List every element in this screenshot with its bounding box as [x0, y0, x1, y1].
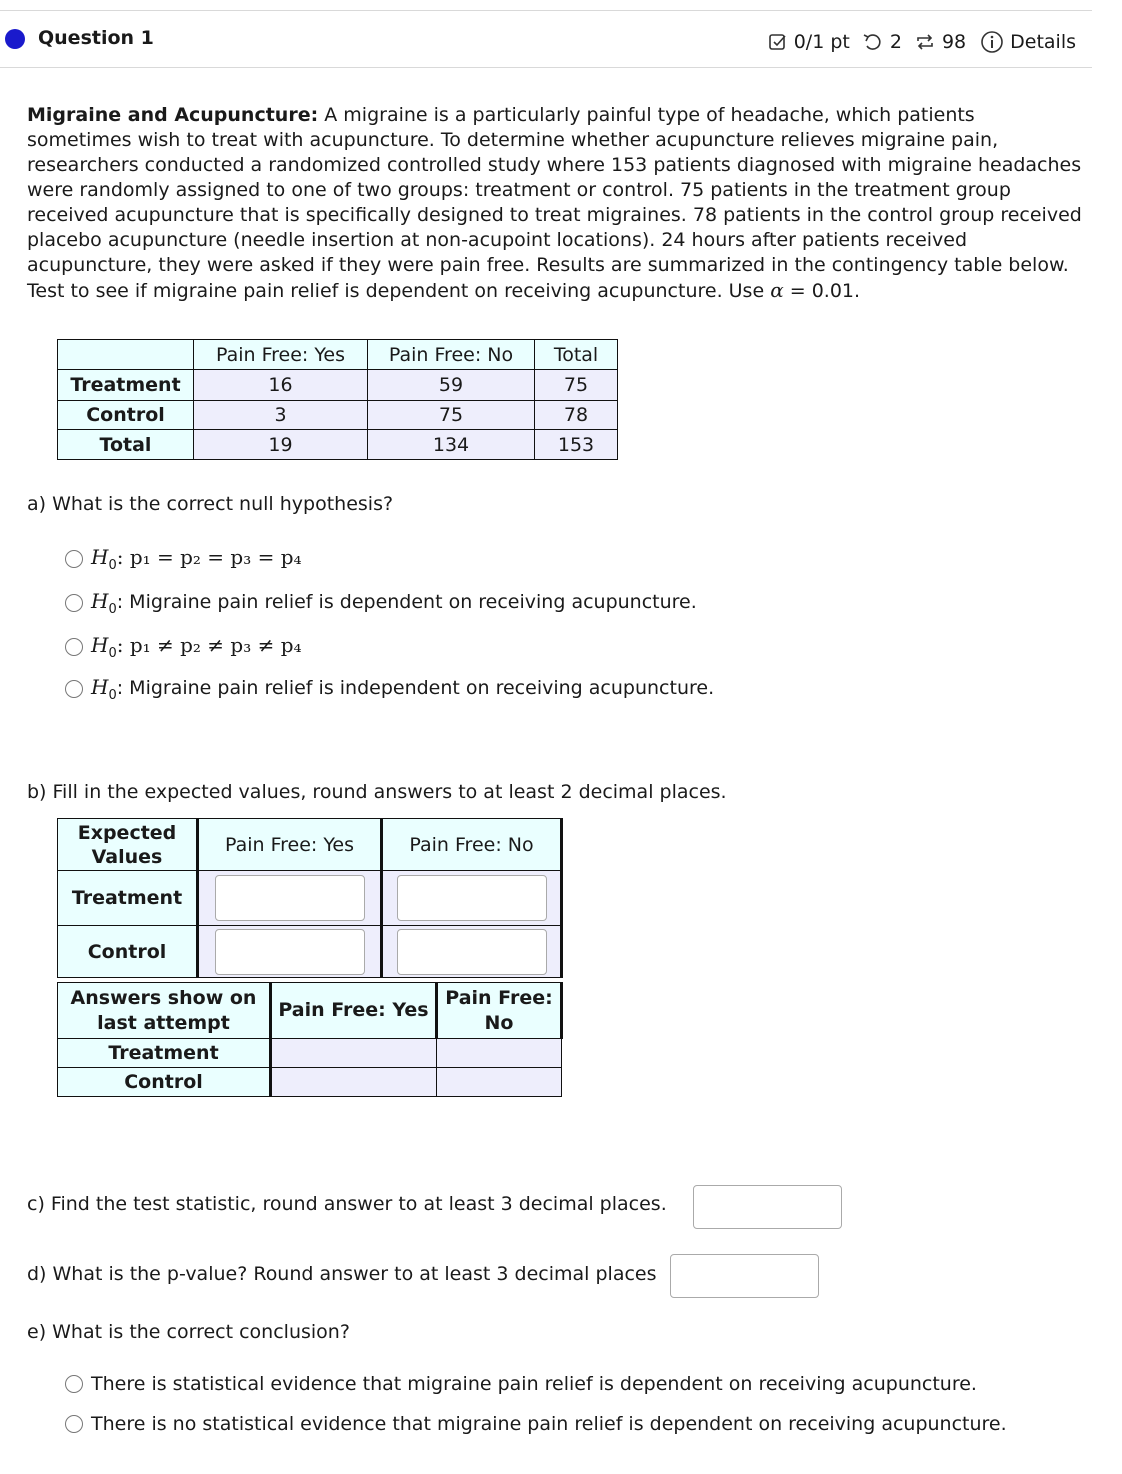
hypothesis-option-1[interactable] [65, 545, 302, 573]
radio-button[interactable] [65, 1415, 83, 1433]
h0-subscript: 0 [108, 601, 117, 617]
row-label: Treatment [58, 871, 198, 926]
table-cell: 3 [194, 401, 368, 430]
option-text: There is no statistical evidence that migraine pain relief is dependent on receiving acupuncture. [91, 1413, 1007, 1435]
option-text: : Migraine pain relief is independent on receiving acupuncture. [116, 677, 715, 699]
h0-symbol: H [91, 589, 109, 613]
part-d-question: d) What is the p-value? Round answer to at least 3 decimal places [27, 1263, 657, 1285]
repeat-icon [914, 32, 936, 52]
table-cell: 75 [535, 370, 618, 401]
h0-subscript: 0 [108, 687, 117, 703]
radio-button[interactable] [65, 550, 83, 568]
row-label: Control [58, 1068, 271, 1097]
table-row [58, 871, 562, 926]
answers-table [57, 982, 563, 1097]
attempts-count: 98 [941, 31, 967, 53]
table-cell: 153 [535, 430, 618, 460]
option-text: There is statistical evidence that migraine pain relief is dependent on receiving acupuncture. [91, 1373, 977, 1395]
table-cell: 134 [368, 430, 535, 460]
info-icon[interactable] [980, 30, 1004, 54]
answer-cell [437, 1068, 562, 1097]
part-e-question: e) What is the correct conclusion? [27, 1321, 350, 1343]
row-label: Treatment [58, 370, 194, 401]
col-header: Pain Free: Yes [198, 819, 382, 871]
hypothesis-option-2[interactable] [65, 589, 697, 617]
conclusion-option-2[interactable] [65, 1413, 1007, 1435]
header-bottom-divider [0, 67, 1092, 68]
row-label: Control [58, 926, 198, 978]
table-row [58, 1068, 562, 1097]
problem-title: Migraine and Acupuncture: [27, 104, 319, 126]
table-row [58, 1039, 562, 1068]
expected-treatment-no-input[interactable] [397, 875, 547, 921]
question-title: Question 1 [38, 27, 154, 49]
answers-header: Answers show on last attempt [58, 983, 271, 1039]
table-cell: 75 [368, 401, 535, 430]
answer-cell [271, 1039, 437, 1068]
col-header: Pain Free: No [368, 340, 535, 370]
col-header: Pain Free: No [437, 983, 562, 1039]
part-c-question: c) Find the test statistic, round answer to at least 3 decimal places. [27, 1193, 667, 1215]
part-b-question: b) Fill in the expected values, round answers to at least 2 decimal places. [27, 781, 727, 803]
part-a-question: a) What is the correct null hypothesis? [27, 493, 394, 515]
problem-body: A migraine is a particularly painful type of headache, which patients sometimes wish to treat with acupuncture. To determine whether acupuncture relieves migraine pain, researchers conducted a randomized controlled study where 153 patients diagnosed with migraine headaches were randomly assigned to one of two groups: treatment or control. 75 patients in the treatment group received acupuncture that is specifically designed to treat migraines. 78 patients in the control group received placebo acupuncture (needle insertion at non-acupoint locations). 24 hours after patients received acupuncture, they were asked if they were pain free. Results are summarized in the contingency table below. Test to see if migraine pain relief is dependent on receiving acupuncture. Use [27, 104, 1082, 302]
details-link[interactable]: Details [1010, 31, 1076, 53]
col-header: Total [535, 340, 618, 370]
contingency-table [57, 339, 618, 460]
row-label: Treatment [58, 1039, 271, 1068]
h0-subscript: 0 [108, 645, 117, 661]
col-header: Pain Free: No [382, 819, 562, 871]
option-text: : p₁ = p₂ = p₃ = p₄ [116, 545, 302, 569]
option-text: : p₁ ≠ p₂ ≠ p₃ ≠ p₄ [116, 633, 302, 657]
col-header: Pain Free: Yes [271, 983, 437, 1039]
h0-symbol: H [91, 545, 109, 569]
table-cell: 59 [368, 370, 535, 401]
table-cell: 19 [194, 430, 368, 460]
header-top-divider [0, 10, 1092, 11]
corner-cell [58, 340, 194, 370]
alpha-value: = 0.01. [783, 280, 861, 302]
option-text: : Migraine pain relief is dependent on receiving acupuncture. [116, 591, 697, 613]
radio-button[interactable] [65, 638, 83, 656]
expected-treatment-yes-input[interactable] [215, 875, 365, 921]
hypothesis-option-3[interactable] [65, 633, 302, 661]
expected-control-yes-input[interactable] [215, 929, 365, 975]
h0-symbol: H [91, 675, 109, 699]
radio-button[interactable] [65, 1375, 83, 1393]
question-status-dot [5, 29, 25, 49]
table-row [58, 370, 618, 401]
conclusion-option-1[interactable] [65, 1373, 977, 1395]
points-text: 0/1 pt [793, 31, 850, 53]
table-cell: 78 [535, 401, 618, 430]
retries-count: 2 [889, 31, 902, 53]
col-header: Pain Free: Yes [194, 340, 368, 370]
answer-cell [271, 1068, 437, 1097]
checkbox-icon [768, 32, 788, 52]
p-value-input[interactable] [670, 1254, 819, 1298]
expected-control-no-input[interactable] [397, 929, 547, 975]
answer-cell [437, 1039, 562, 1068]
radio-button[interactable] [65, 594, 83, 612]
problem-text [27, 103, 1082, 304]
expected-values-table [57, 818, 563, 978]
row-label: Control [58, 401, 194, 430]
table-row [58, 430, 618, 460]
h0-symbol: H [91, 633, 109, 657]
expected-header: Expected Values [58, 819, 198, 871]
h0-subscript: 0 [108, 557, 117, 573]
table-row [58, 401, 618, 430]
table-row [58, 926, 562, 978]
hypothesis-option-4[interactable] [65, 675, 714, 703]
undo-icon [862, 32, 884, 52]
test-statistic-input[interactable] [693, 1185, 842, 1229]
alpha-symbol: α [770, 278, 784, 302]
radio-button[interactable] [65, 680, 83, 698]
row-label: Total [58, 430, 194, 460]
table-cell: 16 [194, 370, 368, 401]
question-meta [768, 30, 1076, 54]
